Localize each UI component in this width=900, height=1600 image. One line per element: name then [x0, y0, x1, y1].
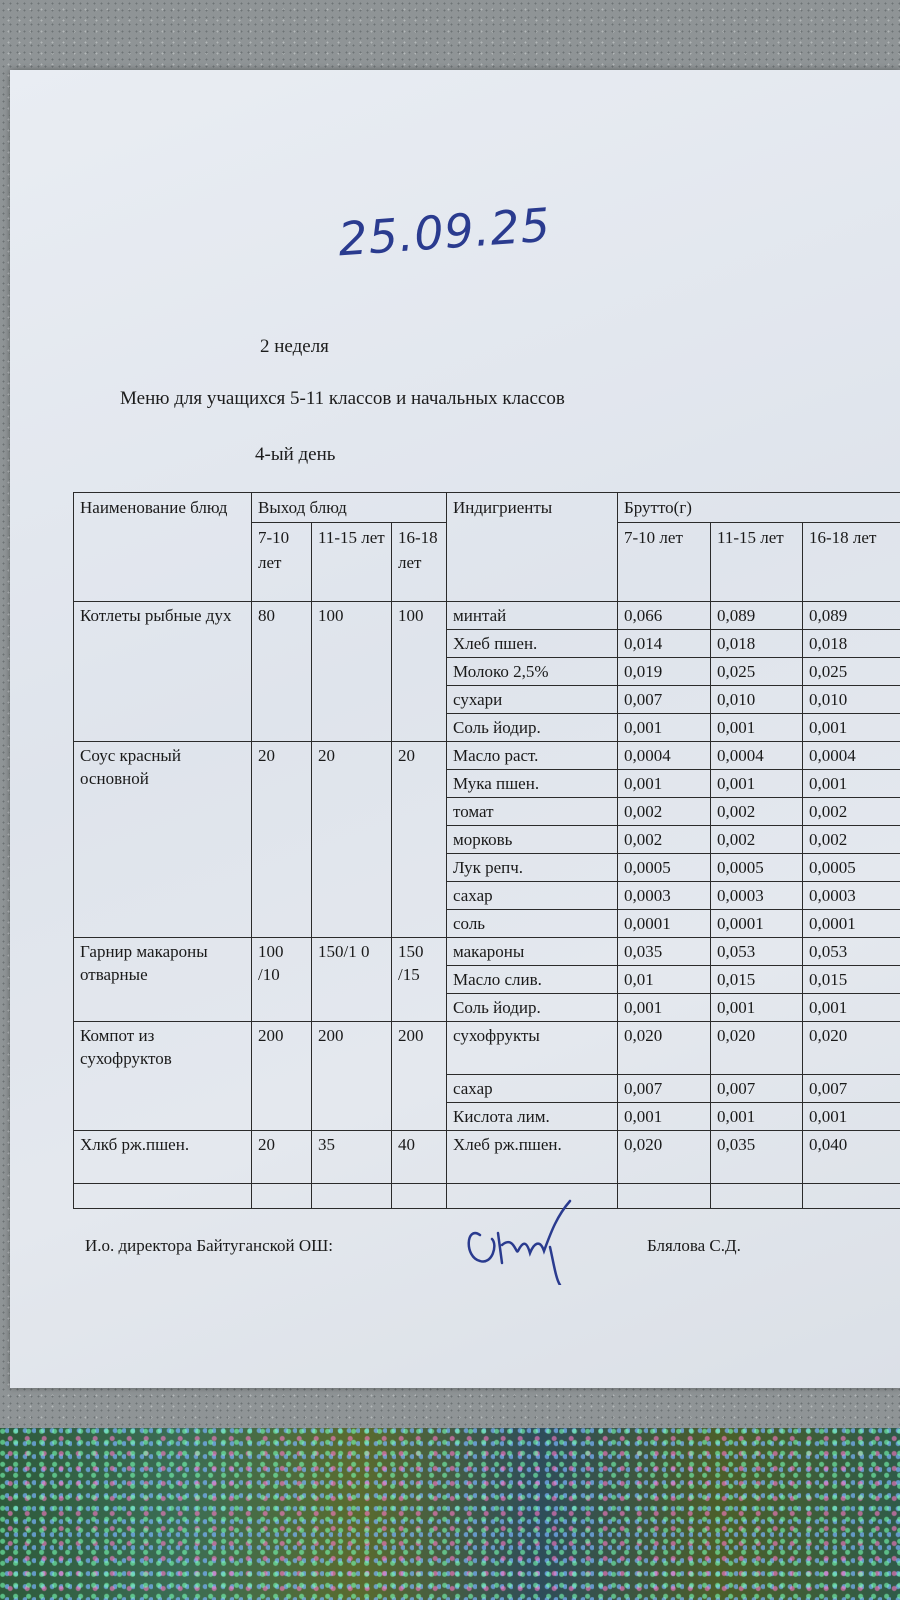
header-gross-age: 7-10 лет: [618, 523, 711, 602]
gross-value: 0,0004: [618, 742, 711, 770]
ingredient: Молоко 2,5%: [447, 658, 618, 686]
gross-value: 0,007: [803, 1075, 900, 1103]
dish-output: 200: [392, 1022, 447, 1131]
dish-output: 150 /15: [392, 938, 447, 1022]
dish-name: Соус красный основной: [74, 742, 252, 938]
ingredient: сахар: [447, 882, 618, 910]
ingredient: макароны: [447, 938, 618, 966]
gross-value: 0,001: [803, 770, 900, 798]
dish-output: 80: [252, 602, 312, 742]
gross-value: 0,007: [711, 1075, 803, 1103]
ingredient: Кислота лим.: [447, 1103, 618, 1131]
gross-value: 0,053: [711, 938, 803, 966]
header-output-age: 16-18 лет: [392, 523, 447, 602]
gross-value: 0,015: [803, 966, 900, 994]
dish-output: 40: [392, 1131, 447, 1184]
gross-value: 0,001: [711, 714, 803, 742]
dish-output: 20: [252, 1131, 312, 1184]
gross-value: 0,007: [618, 686, 711, 714]
empty-cell: [252, 1184, 312, 1209]
gross-value: 0,025: [803, 658, 900, 686]
gross-value: 0,001: [803, 994, 900, 1022]
gross-value: 0,0003: [618, 882, 711, 910]
gross-value: 0,018: [711, 630, 803, 658]
empty-cell: [392, 1184, 447, 1209]
gross-value: 0,035: [618, 938, 711, 966]
empty-cell: [74, 1184, 252, 1209]
ingredient: Лук репч.: [447, 854, 618, 882]
gross-value: 0,020: [618, 1022, 711, 1075]
gross-value: 0,035: [711, 1131, 803, 1184]
table-row: [74, 938, 900, 966]
header-output: Выход блюд: [252, 493, 447, 523]
gross-value: 0,001: [803, 1103, 900, 1131]
table-row: [74, 602, 900, 630]
dish-output: 100: [312, 602, 392, 742]
gross-value: 0,019: [618, 658, 711, 686]
header-gross-age: 11-15 лет: [711, 523, 803, 602]
gross-value: 0,002: [618, 826, 711, 854]
gross-value: 0,040: [803, 1131, 900, 1184]
dish-output: 150/1 0: [312, 938, 392, 1022]
gross-value: 0,020: [711, 1022, 803, 1075]
dish-name: Хлкб рж.пшен.: [74, 1131, 252, 1184]
gross-value: 0,001: [803, 714, 900, 742]
signature-icon: [458, 1195, 588, 1285]
dish-output: 20: [392, 742, 447, 938]
gross-value: 0,020: [803, 1022, 900, 1075]
ingredient: минтай: [447, 602, 618, 630]
ingredient: сухари: [447, 686, 618, 714]
gross-value: 0,001: [618, 714, 711, 742]
gross-value: 0,089: [711, 602, 803, 630]
ingredient: Соль йодир.: [447, 994, 618, 1022]
director-name: Блялова С.Д.: [647, 1236, 741, 1255]
gross-value: 0,0005: [711, 854, 803, 882]
gross-value: 0,002: [803, 826, 900, 854]
dish-name: Компот из сухофруктов: [74, 1022, 252, 1131]
dish-output: 200: [252, 1022, 312, 1131]
dish-output: 35: [312, 1131, 392, 1184]
header-ingredients: Индигриенты: [447, 493, 618, 602]
gross-value: 0,001: [711, 1103, 803, 1131]
table-row: [74, 742, 900, 770]
dish-output: 100 /10: [252, 938, 312, 1022]
gross-value: 0,0004: [803, 742, 900, 770]
ingredient: Хлеб рж.пшен.: [447, 1131, 618, 1184]
handwritten-date: 25.09.25: [336, 197, 553, 267]
dish-output: 20: [252, 742, 312, 938]
gross-value: 0,002: [711, 826, 803, 854]
empty-cell: [803, 1184, 900, 1209]
dish-output: 20: [312, 742, 392, 938]
gross-value: 0,001: [618, 994, 711, 1022]
ingredient: Соль йодир.: [447, 714, 618, 742]
gross-value: 0,020: [618, 1131, 711, 1184]
menu-title: Меню для учащихся 5-11 классов и начальных классов: [120, 388, 565, 409]
director-position: И.о. директора Байтуганской ОШ:: [85, 1236, 334, 1255]
ingredient: морковь: [447, 826, 618, 854]
empty-cell: [312, 1184, 392, 1209]
menu-table: [73, 492, 900, 1209]
gross-value: 0,0004: [711, 742, 803, 770]
gross-value: 0,001: [711, 994, 803, 1022]
header-output-age: 11-15 лет: [312, 523, 392, 602]
gross-value: 0,007: [618, 1075, 711, 1103]
dish-name: Котлеты рыбные дух: [74, 602, 252, 742]
ingredient: Масло раст.: [447, 742, 618, 770]
gross-value: 0,025: [711, 658, 803, 686]
dish-output: 100: [392, 602, 447, 742]
ingredient: сахар: [447, 1075, 618, 1103]
header-dish: Наименование блюд: [74, 493, 252, 602]
gross-value: 0,001: [711, 770, 803, 798]
gross-value: 0,0001: [711, 910, 803, 938]
ingredient: сухофрукты: [447, 1022, 618, 1075]
header-gross-age: 16-18 лет: [803, 523, 900, 602]
gross-value: 0,001: [618, 1103, 711, 1131]
dish-name: Гарнир макароны отварные: [74, 938, 252, 1022]
gross-value: 0,001: [618, 770, 711, 798]
gross-value: 0,002: [618, 798, 711, 826]
gross-value: 0,010: [803, 686, 900, 714]
dish-output: 200: [312, 1022, 392, 1131]
week-label: 2 неделя: [260, 336, 329, 357]
gross-value: 0,066: [618, 602, 711, 630]
gross-value: 0,053: [803, 938, 900, 966]
empty-cell: [711, 1184, 803, 1209]
gross-value: 0,0001: [803, 910, 900, 938]
gross-value: 0,014: [618, 630, 711, 658]
ingredient: соль: [447, 910, 618, 938]
ingredient: томат: [447, 798, 618, 826]
gross-value: 0,0005: [618, 854, 711, 882]
gross-value: 0,018: [803, 630, 900, 658]
gross-value: 0,002: [803, 798, 900, 826]
gross-value: 0,0003: [711, 882, 803, 910]
gross-value: 0,089: [803, 602, 900, 630]
ingredient: Масло слив.: [447, 966, 618, 994]
header-output-age: 7-10 лет: [252, 523, 312, 602]
header-gross: Брутто(г): [618, 493, 900, 523]
day-label: 4-ый день: [255, 444, 336, 465]
holographic-foil-background: [0, 1428, 900, 1600]
ingredient: Хлеб пшен.: [447, 630, 618, 658]
table-row: [74, 1022, 900, 1075]
gross-value: 0,002: [711, 798, 803, 826]
gross-value: 0,010: [711, 686, 803, 714]
gross-value: 0,01: [618, 966, 711, 994]
empty-cell: [618, 1184, 711, 1209]
ingredient: Мука пшен.: [447, 770, 618, 798]
gross-value: 0,0001: [618, 910, 711, 938]
gross-value: 0,015: [711, 966, 803, 994]
gross-value: 0,0005: [803, 854, 900, 882]
table-row: [74, 1131, 900, 1184]
gross-value: 0,0003: [803, 882, 900, 910]
